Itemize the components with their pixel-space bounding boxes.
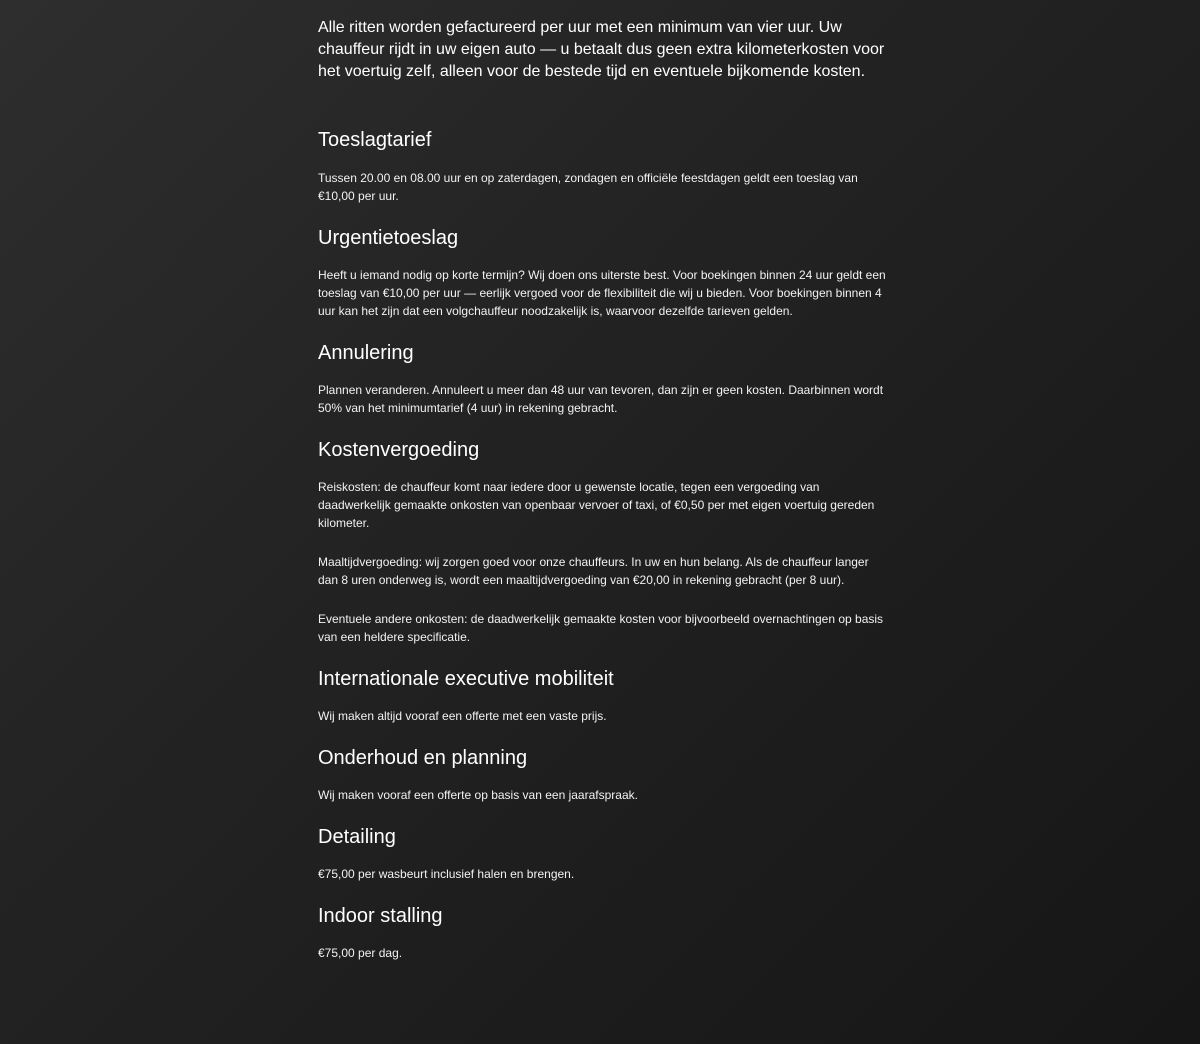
- section-annulering: [318, 340, 890, 417]
- section-text: Tussen 20.00 en 08.00 uur en op zaterdagen, zondagen en officiële feestdagen geldt een toeslag van €10,00 per uur.: [318, 171, 858, 203]
- section-title: Urgentietoeslag: [318, 227, 459, 249]
- section-title: Indoor stalling: [318, 905, 443, 927]
- section-detailing: [318, 824, 890, 883]
- pricing-content: [318, 0, 890, 962]
- section-title: Internationale executive mobiliteit: [318, 668, 614, 690]
- section-text: Wij maken vooraf een offerte op basis van een jaarafspraak.: [318, 788, 638, 802]
- section-onderhoud-en-planning: [318, 745, 890, 804]
- section-urgentietoeslag: [318, 225, 890, 320]
- section-title: Annulering: [318, 342, 414, 364]
- section-kostenvergoeding: [318, 437, 890, 646]
- section-title: Detailing: [318, 826, 396, 848]
- section-text: Wij maken altijd vooraf een offerte met een vaste prijs.: [318, 709, 607, 723]
- intro-paragraph: Alle ritten worden gefactureerd per uur met een minimum van vier uur. Uw chauffeur rijdt in uw eigen auto — u betaalt dus geen extra kilometerkosten voor het voertuig zelf, alleen voor de bestede tijd en eventuele bijkomende kosten.: [318, 19, 885, 80]
- section-text: €75,00 per wasbeurt inclusief halen en brengen.: [318, 867, 575, 881]
- section-title: Kostenvergoeding: [318, 439, 480, 461]
- section-text: €75,00 per dag.: [318, 946, 403, 960]
- section-text-maaltijdvergoeding: Maaltijdvergoeding: wij zorgen goed voor onze chauffeurs. In uw en hun belang. Als de chauffeur langer dan 8 uren onderweg is, wordt een maaltijdvergoeding van €20,00 in rekening gebracht (per 8 uur).: [318, 555, 869, 587]
- section-text: Plannen veranderen. Annuleert u meer dan 48 uur van tevoren, dan zijn er geen kosten. Daarbinnen wordt 50% van het minimumtarief (4 uur) in rekening gebracht.: [318, 383, 884, 415]
- section-text-reiskosten: Reiskosten: de chauffeur komt naar iedere door u gewenste locatie, tegen een vergoeding van daadwerkelijk gemaakte onkosten van openbaar vervoer of taxi, of €0,50 per met eigen voertuig gereden kilometer.: [318, 480, 875, 530]
- section-text-overige-onkosten: Eventuele andere onkosten: de daadwerkelijk gemaakte kosten voor bijvoorbeeld overnachtingen op basis van een heldere specificatie.: [318, 612, 884, 644]
- section-toeslagtarief: [318, 127, 890, 205]
- section-internationale-executive-mobiliteit: [318, 666, 890, 725]
- section-indoor-stalling: [318, 903, 890, 962]
- section-title: Toeslagtarief: [318, 129, 432, 151]
- section-title: Onderhoud en planning: [318, 747, 528, 769]
- section-text: Heeft u iemand nodig op korte termijn? Wij doen ons uiterste best. Voor boekingen binnen 24 uur geldt een toeslag van €10,00 per uur — eerlijk vergoed voor de flexibiliteit die wij u bieden. Voor boekingen binnen 4 uur kan het zijn dat een volgchauffeur noodzakelijk is, waarvoor dezelfde tarieven gelden.: [318, 268, 886, 318]
